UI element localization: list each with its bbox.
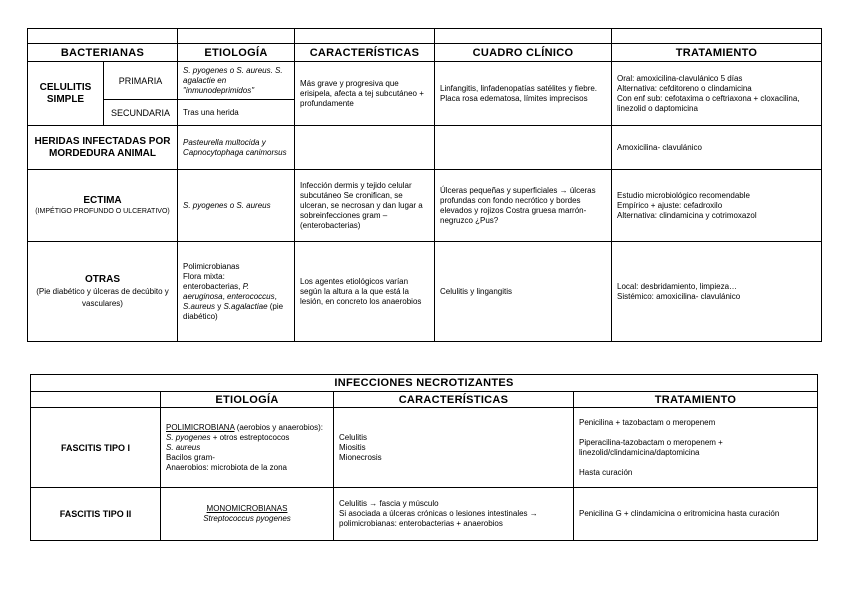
fascitis-tipo-1-label: FASCITIS TIPO I xyxy=(31,408,161,488)
tipo1-caract-line: Celulitis xyxy=(339,432,368,442)
fascitis-tipo-2-etiologia xyxy=(161,488,334,541)
necrotizantes-header-caracteristicas: CARACTERÍSTICAS xyxy=(334,392,574,408)
tipo1-caract-line: Miositis xyxy=(339,442,366,452)
otras-etio-line: Polimicrobianas xyxy=(183,261,240,271)
header-caracteristicas: CARACTERÍSTICAS xyxy=(295,44,435,62)
otras-tratamiento xyxy=(612,242,822,342)
ectima-tratamiento-line: Empírico + ajuste: cefadroxilo xyxy=(617,200,723,210)
heridas-label: HERIDAS INFECTADAS POR MORDEDURA ANIMAL xyxy=(28,126,178,170)
tipo1-trat-line: Piperacilina-tazobactam o meropenem + linezolid/clindamicina/daptomicina xyxy=(579,437,723,457)
ectima-tratamiento xyxy=(612,170,822,242)
bacterianas-table xyxy=(27,28,822,342)
otras-caracteristicas: Los agentes etiológicos varían según la altura a la que está la lesión, en concreto los anaerobios xyxy=(295,242,435,342)
otras-tratamiento-line: Local: desbridamiento, limpieza… xyxy=(617,281,738,291)
otras-etio-text: , xyxy=(222,291,228,301)
otras-etio-species: S.agalactiae xyxy=(223,301,268,311)
celulitis-caracteristicas: Más grave y progresiva que erisipela, afecta a tej subcutáneo + profundamente xyxy=(295,62,435,126)
necrotizantes-table xyxy=(30,374,818,541)
fascitis-tipo-2-label: FASCITIS TIPO II xyxy=(31,488,161,541)
tipo1-etio-title-rest: (aerobios y anaerobios): xyxy=(234,422,323,432)
celulitis-secundaria-label: SECUNDARIA xyxy=(104,100,178,126)
ectima-tratamiento-line: Alternativa: clindamicina y cotrimoxazol xyxy=(617,210,757,220)
heridas-etiologia: Pasteurella multocida y Capnocytophaga canimorsus xyxy=(178,126,295,170)
celulitis-label: CELULITIS SIMPLE xyxy=(28,62,104,126)
otras-etio-line: Flora mixta: xyxy=(183,271,225,281)
otras-cuadro: Celulitis y lingangitis xyxy=(435,242,612,342)
ectima-label: ECTIMA xyxy=(83,195,122,206)
celulitis-tratamiento-line: Con enf sub: cefotaxima o ceftriaxona + cloxacilina, linezolid o daptomicina xyxy=(617,93,800,113)
tipo1-etio-aureus: S. aureus xyxy=(166,442,201,452)
otras-etio-text: (pie diabético) xyxy=(183,301,284,321)
header-etiologia: ETIOLOGÍA xyxy=(178,44,295,62)
ectima-caracteristicas: Infección dermis y tejido celular subcutáneo Se cronifican, se ulceran, se necrosan y dan lugar a sobreinfecciones gram – (enterobacterias) xyxy=(295,170,435,242)
tipo1-trat-line: Penicilina + tazobactam o meropenem xyxy=(579,417,716,427)
otras-etio-text: enterobacterias, xyxy=(183,281,243,291)
celulitis-etiologia-secundaria: Tras una herida xyxy=(178,100,295,126)
necrotizantes-header-empty xyxy=(31,392,161,408)
necrotizantes-header-tratamiento: TRATAMIENTO xyxy=(574,392,818,408)
tipo2-etio-species: Streptococcus pyogenes xyxy=(203,514,291,523)
fascitis-tipo-1-etiologia xyxy=(161,408,334,488)
otras-cell xyxy=(28,242,178,342)
tipo1-etio-pyo-line xyxy=(166,433,328,443)
celulitis-cuadro: Linfangitis, linfadenopatías satélites y fiebre. Placa rosa edematosa, límites imprecisos xyxy=(435,62,612,126)
heridas-tratamiento: Amoxicilina- clavulánico xyxy=(612,126,822,170)
ectima-cell xyxy=(28,170,178,242)
celulitis-tratamiento-line: Alternativa: cefditoreno o clindamicina xyxy=(617,83,752,93)
celulitis-primaria-label: PRIMARIA xyxy=(104,62,178,100)
necrotizantes-title-row xyxy=(31,375,818,392)
ectima-tratamiento-line: Estudio microbiológico recomendable xyxy=(617,190,750,200)
otras-etio-species: S.aureus xyxy=(183,301,216,311)
row-otras xyxy=(28,242,822,342)
necrotizantes-header-row xyxy=(31,392,818,408)
necrotizantes-title: INFECCIONES NECROTIZANTES xyxy=(31,375,818,392)
tipo2-caract-line: Celulitis → fascia y músculo xyxy=(339,499,439,508)
heridas-caracteristicas xyxy=(295,126,435,170)
tipo1-trat-line: Hasta curación xyxy=(579,467,633,477)
header-bacterianas: BACTERIANAS xyxy=(28,44,178,62)
otras-etio-text: , xyxy=(274,291,277,301)
otras-sublabel: (Pie diabético y úlceras de decúbito y vasculares) xyxy=(36,286,169,308)
fascitis-tipo-2-caracteristicas xyxy=(334,488,574,541)
necrotizantes-header-etiologia: ETIOLOGÍA xyxy=(161,392,334,408)
row-fascitis-tipo-1 xyxy=(31,408,818,488)
ectima-etiologia: S. pyogenes o S. aureus xyxy=(178,170,295,242)
otras-etio-species: enterococcus xyxy=(227,291,275,301)
header-row xyxy=(28,44,822,62)
otras-label: OTRAS xyxy=(85,273,120,285)
spacer-row xyxy=(28,29,822,44)
otras-tratamiento-line: Sistémico: amoxicilina- clavulánico xyxy=(617,291,741,301)
tipo1-etio-pyo-rest: + otros estreptococos xyxy=(210,432,290,442)
row-heridas xyxy=(28,126,822,170)
tipo1-etio-bacilos: Bacilos gram- xyxy=(166,452,215,462)
otras-etiologia xyxy=(178,242,295,342)
fascitis-tipo-1-tratamiento xyxy=(574,408,818,488)
row-fascitis-tipo-2 xyxy=(31,488,818,541)
fascitis-tipo-2-tratamiento: Penicilina G + clindamicina o eritromicina hasta curación xyxy=(574,488,818,541)
tipo1-etio-anaerobios: Anaerobios: microbiota de la zona xyxy=(166,462,287,472)
celulitis-tratamiento xyxy=(612,62,822,126)
otras-etio-text: y xyxy=(215,301,224,311)
ectima-cuadro: Úlceras pequeñas y superficiales → úlceras profundas con fondo necrótico y bordes elevados y rojizos Costra gruesa marrón-negruzco ¿Pus? xyxy=(435,170,612,242)
row-celulitis-primaria xyxy=(28,62,822,100)
header-cuadro-clinico: CUADRO CLÍNICO xyxy=(435,44,612,62)
celulitis-etiologia-primaria: S. pyogenes o S. aureus. S. agalactie en "inmunodeprimidos" xyxy=(178,62,295,100)
celulitis-tratamiento-line: Oral: amoxicilina-clavulánico 5 días xyxy=(617,73,743,83)
tipo1-etio-pyo: S. pyogenes xyxy=(166,432,211,442)
ectima-sublabel: (IMPÉTIGO PROFUNDO O ULCERATIVO) xyxy=(35,208,170,215)
otras-etio-species: P. aeruginosa xyxy=(183,281,250,301)
tipo1-caract-line: Mionecrosis xyxy=(339,452,382,462)
tipo2-etio-title: MONOMICROBIANAS xyxy=(206,504,288,513)
row-ectima xyxy=(28,170,822,242)
tipo2-caract-line: Si asociada a úlceras crónicas o lesiones intestinales → polimicrobianas: enterobacterias + anaerobios xyxy=(339,509,538,528)
header-tratamiento: TRATAMIENTO xyxy=(612,44,822,62)
heridas-cuadro xyxy=(435,126,612,170)
fascitis-tipo-1-caracteristicas xyxy=(334,408,574,488)
tipo1-etio-title: POLIMICROBIANA xyxy=(166,422,235,432)
